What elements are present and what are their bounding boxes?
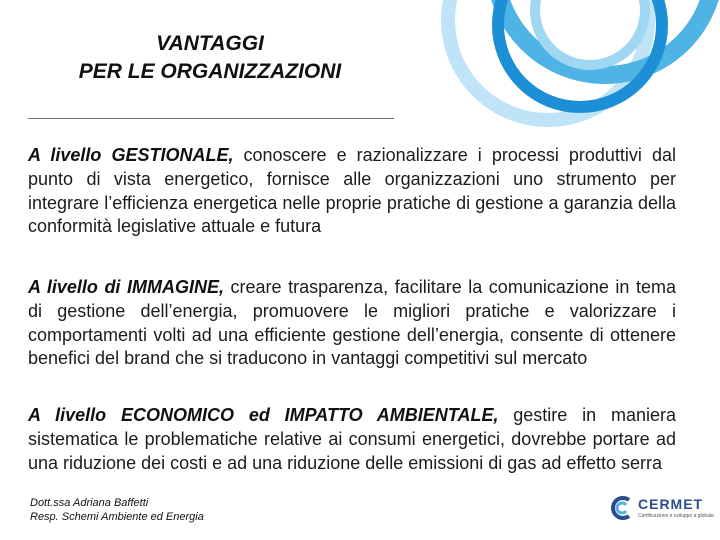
paragraph-text: gestire in maniera sistematica le problematiche relative ai consumi energetici, dovrebbe portare ad una riduzione dei costi e ad una riduzione delle emissioni di gas ad effetto serra [28,405,676,473]
footer-credits [30,496,204,524]
paragraph-lead: A livello GESTIONALE, [28,145,234,165]
ring-middle [498,0,662,107]
title-line-1: VANTAGGI [156,32,264,55]
paragraph-lead: A livello ECONOMICO ed IMPATTO AMBIENTALE, [28,405,499,425]
ring-inner [535,0,645,65]
slide-title [30,30,390,86]
cermet-logo-icon [610,495,634,521]
paragraph-text: creare trasparenza, facilitare la comunicazione in tema di gestione dell’energia, promuovere le migliori pratiche e valorizzare i comportamenti volti ad una efficiente gestione dell’energia, consente di ottenere benefici del brand che si traducono in vantaggi competitivi sul mercato [28,277,676,369]
title-divider [28,118,394,119]
footer-role: Resp. Schemi Ambiente ed Energia [30,511,204,523]
paragraph-economico [28,404,676,475]
paragraph-immagine [28,276,676,371]
logo-wordmark: CERMET [638,496,704,512]
paragraph-text: conoscere e razionalizzare i processi produttivi dal punto di vista energetico, fornisce alle organizzazioni uno strumento per integrare l’efficienza energetica nelle proprie pratiche di gestione a garanzia della conformità legislative attuale e futura [28,145,676,237]
paragraph-gestionale [28,144,676,239]
ring-upper [495,0,715,75]
ring-outer [448,0,648,120]
paragraph-lead: A livello di IMMAGINE, [28,277,224,297]
footer-author: Dott.ssa Adriana Baffetti [30,497,149,509]
cermet-logo [610,493,714,525]
title-line-2: PER LE ORGANIZZAZIONI [78,60,342,83]
logo-tagline: Certificazione e sviluppo a globale [638,513,714,519]
